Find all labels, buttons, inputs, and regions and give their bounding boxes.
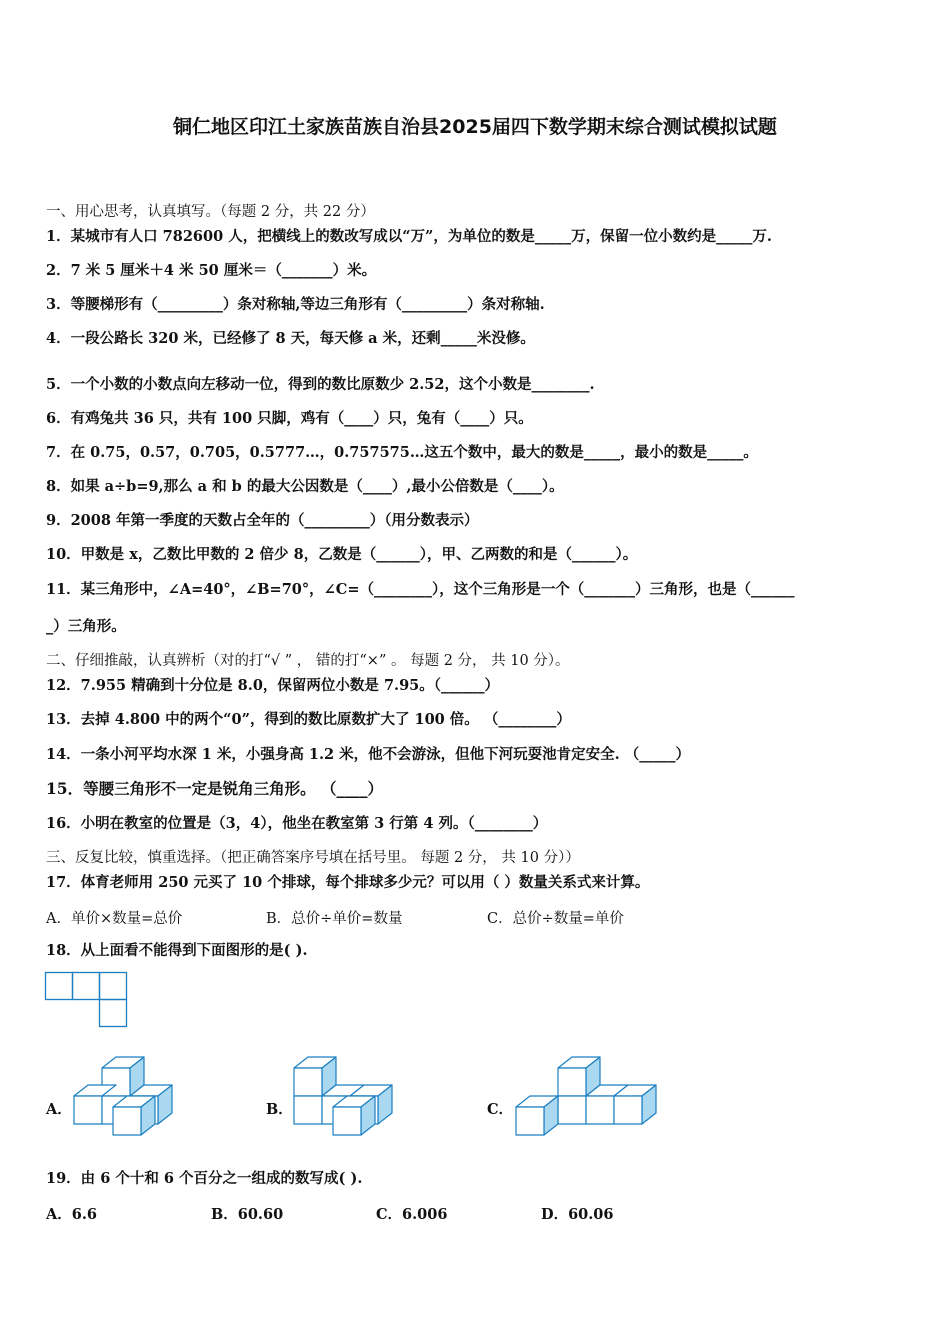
q19-option-a: A．6.6	[46, 1206, 97, 1223]
top-view-figure	[45, 972, 129, 1028]
question-11-continued: _）三角形。	[46, 618, 126, 635]
section-3-heading: 三、反复比较，慎重选择。（把正确答案序号填在括号里。 每题 2 分， 共 10 分））	[46, 850, 580, 866]
question-1: 1．某城市有人口 782600 人，把横线上的数改写成以“万”，为单位的数是_____万，保留一位小数约是_____万.	[46, 228, 772, 245]
question-9: 9．2008 年第一季度的天数占全年的（_________）（用分数表示）	[46, 512, 479, 529]
q19-option-d: D．60.06	[541, 1206, 614, 1223]
q18-option-a-figure	[73, 1056, 177, 1136]
question-13: 13．去掉 4.800 中的两个“0”，得到的数比原数扩大了 100 倍。 （________）	[46, 711, 571, 728]
question-12: 12．7.955 精确到十分位是 8.0，保留两位小数是 7.95。（______）	[46, 677, 500, 694]
q18-option-b-label: B．	[266, 1101, 293, 1118]
section-1-heading: 一、用心思考，认真填写。（每题 2 分，共 22 分）	[46, 204, 375, 220]
question-14: 14．一条小河平均水深 1 米，小强身高 1.2 米，他不会游泳，但他下河玩耍池肯定安全. （_____）	[46, 746, 691, 763]
question-18: 18．从上面看不能得到下面图形的是( ).	[46, 942, 308, 959]
q17-option-c: C．总价÷数量=单价	[487, 911, 624, 927]
question-15: 15．等腰三角形不一定是锐角三角形。 （____）	[46, 779, 383, 798]
q17-option-b: B．总价÷单价=数量	[266, 911, 403, 927]
page-title: 铜仁地区印江土家族苗族自治县2025届四下数学期末综合测试模拟试题	[173, 116, 777, 138]
q18-option-c-label: C．	[487, 1101, 514, 1118]
question-8: 8．如果 a÷b=9,那么 a 和 b 的最大公因数是（____）,最小公倍数是（____）。	[46, 478, 564, 495]
q17-option-a: A．单价×数量=总价	[46, 911, 183, 927]
question-10: 10．甲数是 x，乙数比甲数的 2 倍少 8，乙数是（______），甲、乙两数的和是（______）。	[46, 546, 638, 563]
question-19: 19．由 6 个十和 6 个百分之一组成的数写成( ).	[46, 1170, 363, 1187]
question-2: 2．7 米 5 厘米＋4 米 50 厘米＝（_______）米。	[46, 262, 377, 279]
q19-option-c: C．6.006	[376, 1206, 448, 1223]
question-11: 11．某三角形中，∠A=40°，∠B=70°，∠C=（________），这个三角形是一个（_______）三角形，也是（______	[46, 581, 795, 598]
question-17: 17．体育老师用 250 元买了 10 个排球，每个排球多少元？可以用（ ）数量关系式来计算。	[46, 874, 650, 891]
question-6: 6．有鸡兔共 36 只，共有 100 只脚，鸡有（____）只，兔有（____）只。	[46, 410, 533, 427]
question-5: 5．一个小数的小数点向左移动一位，得到的数比原数少 2.52，这个小数是________.	[46, 376, 595, 393]
q18-option-c-figure	[515, 1056, 660, 1136]
question-7: 7．在 0.75，0.57，0.705，0.5777…，0.757575…这五个数中，最大的数是_____，最小的数是_____。	[46, 444, 758, 461]
question-4: 4．一段公路长 320 米，已经修了 8 天，每天修 a 米，还剩_____米没修。	[46, 330, 535, 347]
q18-option-b-figure	[293, 1056, 397, 1136]
q18-option-a-label: A．	[46, 1101, 72, 1118]
q19-option-b: B．60.60	[211, 1206, 284, 1223]
question-16: 16．小明在教室的位置是（3，4），他坐在教室第 3 行第 4 列。（________）	[46, 815, 548, 832]
section-2-heading: 二、仔细推敲，认真辨析（对的打“√ ” ， 错的打“×” 。 每题 2 分， 共 10 分）。	[46, 653, 570, 669]
question-3: 3．等腰梯形有（_________）条对称轴,等边三角形有（_________）条对称轴.	[46, 296, 545, 313]
